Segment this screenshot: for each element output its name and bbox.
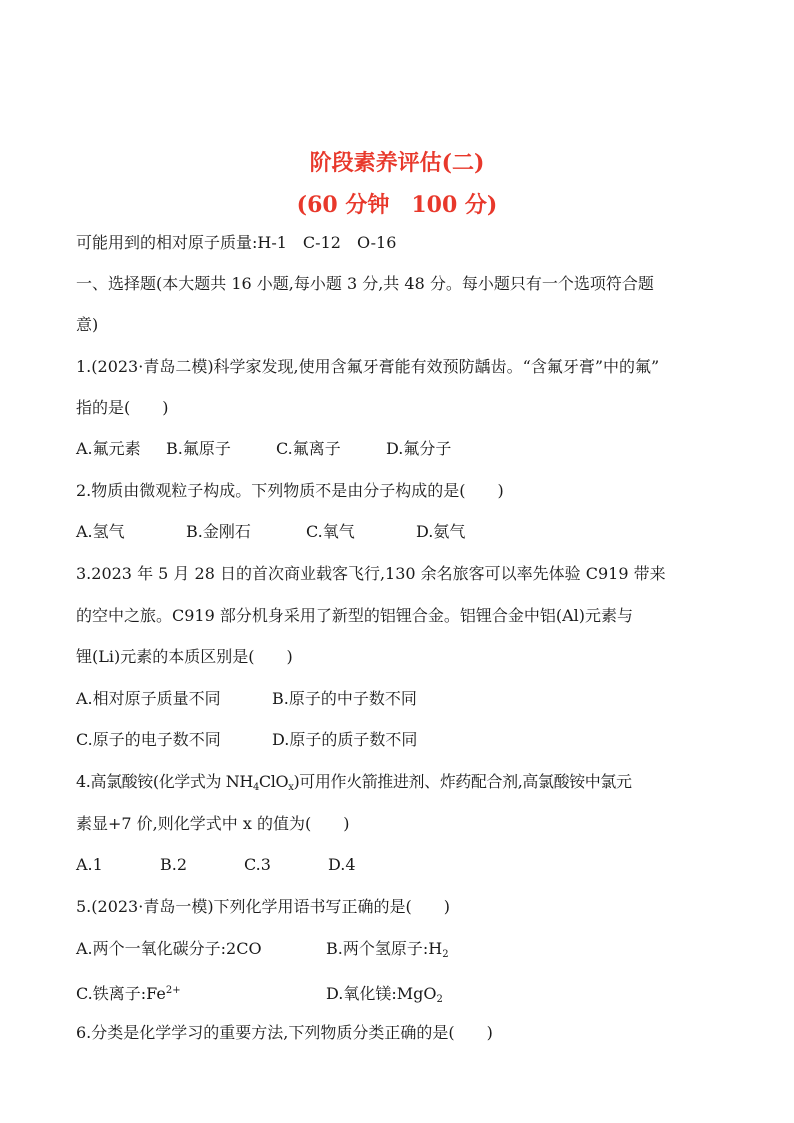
q2-options [76,521,726,543]
q2-option-d: D.氨气 [416,522,466,541]
q4-options [76,854,726,876]
section-heading-line1: 一、选择题(本大题共 16 小题,每小题 3 分,共 48 分。每小题只有一个选项符合题 [76,274,654,293]
q3-stem-line2: 的空中之旅。C919 部分机身采用了新型的铝锂合金。铝锂合金中铝(Al)元素与 [76,606,634,625]
q3-stem-line1: 3.2023 年 5 月 28 日的首次商业载客飞行,130 余名旅客可以率先体验 C919 带来 [76,564,666,583]
q1-option-b: B.氟原子 [166,439,231,458]
q1-option-a: A.氟元素 [76,439,141,458]
q3-option-b: B.原子的中子数不同 [272,689,417,708]
q3-options-row2 [76,729,726,751]
q3-option-a: A.相对原子质量不同 [76,689,221,708]
q1-option-d: D.氟分子 [386,439,452,458]
section-heading-line2: 意) [76,315,99,334]
atomic-masses: 可能用到的相对原子质量:H-1 C-12 O-16 [76,233,397,252]
q4-stem-line1: 4.高氯酸铵(化学式为 $NH_4ClO_x$)可用作火箭推进剂、炸药配合剂,高氯酸铵中氯元 [76,772,632,793]
q2-option-c: C.氧气 [306,522,355,541]
q2-option-a: A.氢气 [76,522,125,541]
q6-stem: 6.分类是化学学习的重要方法,下列物质分类正确的是( ) [76,1023,493,1042]
q5-option-b: B.两个氢原子$:H_2$ [326,939,449,960]
q3-options-row1 [76,688,726,710]
q3-option-c: C.原子的电子数不同 [76,730,221,749]
q5-options-row1 [76,938,726,966]
q4-option-d: D.4 [328,855,356,874]
q5-options-row2 [76,980,726,1011]
q3-stem-line3: 锂(Li)元素的本质区别是( ) [76,647,293,666]
q5-option-d: D.氧化镁:MgO$_2$ [326,984,443,1005]
q1-option-c: C.氟离子 [276,439,341,458]
q2-stem: 2.物质由微观粒子构成。下列物质不是由分子构成的是( ) [76,481,504,500]
q5-option-a: A.两个一氧化碳分子:2CO [76,939,262,958]
q1-options [76,438,726,460]
q4-stem-line2: 素显+7 价,则化学式中 x 的值为( ) [76,814,350,833]
q2-option-b: B.金刚石 [186,522,251,541]
q5-stem: 5.(2023·青岛一模)下列化学用语书写正确的是( ) [76,897,451,916]
q5-option-c: C.铁离子$:Fe^{2+}$ [76,984,181,1003]
q3-option-d: D.原子的质子数不同 [272,730,418,749]
q1-stem-line2: 指的是( ) [76,398,169,417]
q1-stem-line1: 1.(2023·青岛二模)科学家发现,使用含氟牙膏能有效预防龋齿。“含氟牙膏”中的氟” [76,357,660,376]
page-subtitle: (60 分钟 100 分) [296,192,498,218]
q4-option-c: C.3 [244,855,271,874]
q4-option-b: B.2 [160,855,188,874]
page-title: 阶段素养评估(二) [309,150,485,176]
q4-option-a: A.1 [76,855,103,874]
